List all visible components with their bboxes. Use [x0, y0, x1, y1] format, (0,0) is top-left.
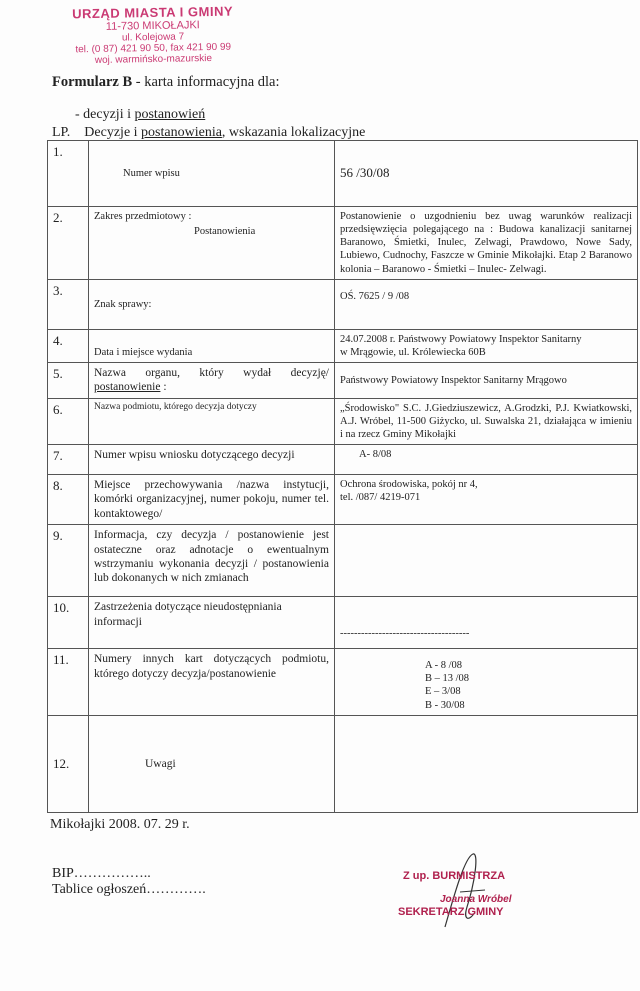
table-row — [48, 398, 638, 444]
row-label-underlined: postanowienie — [94, 381, 161, 394]
list-item: B – 13 /08 — [425, 673, 470, 685]
row-label: Data i miejsce wydania — [89, 329, 335, 362]
row-label: Numer wpisu — [89, 141, 335, 207]
table-row — [48, 445, 638, 475]
form-letter: B — [122, 74, 133, 90]
list-item: E – 3/08 — [425, 686, 461, 698]
row-value-line-1: Ochrona środowiska, pokój nr 4, — [340, 479, 478, 490]
row-label-main: Zakres przedmiotowy : — [94, 211, 192, 222]
row-value — [335, 649, 638, 716]
row-label — [89, 207, 335, 280]
row-value: Państwowy Powiatowy Inspektor Sanitarny Mrągowo — [335, 362, 638, 398]
signature-line-1: Z up. BURMISTRZA — [403, 870, 506, 882]
row-number: 4. — [48, 329, 89, 362]
table-row — [48, 362, 638, 398]
subject-line — [75, 107, 205, 123]
row-value-line-2: tel. /087/ 4219-071 — [340, 492, 421, 504]
row-label: Znak sprawy: — [89, 279, 335, 329]
stamp-line-2: 11-730 MIKOŁAJKI — [105, 19, 200, 33]
info-card-table — [47, 140, 638, 813]
signature-line-2: Joanna Wróbel — [440, 894, 512, 905]
form-rest: - karta informacyjna dla: — [135, 74, 280, 90]
row-label: Numer wpisu wniosku dotyczącego decyzji — [89, 445, 335, 475]
stamp-line-5: woj. warmińsko-mazurskie — [94, 52, 213, 67]
row-number: 11. — [48, 649, 89, 716]
row-value — [335, 475, 638, 525]
row-value: A- 8/08 — [335, 445, 638, 475]
table-row — [48, 329, 638, 362]
row-number: 1. — [48, 141, 89, 207]
section-heading — [52, 125, 365, 141]
notice-board-line: Tablice ogłoszeń…………. — [52, 882, 206, 897]
section-rest: , wskazania lokalizacyjne — [221, 125, 366, 140]
row-label — [89, 362, 335, 398]
signature-scribble-icon — [435, 852, 495, 932]
stamp-line-1: URZĄD MIASTA I GMINY — [72, 3, 234, 22]
stamp-line-3: ul. Kolejowa 7 — [121, 31, 185, 44]
row-number: 12. — [48, 715, 89, 812]
section-underlined: postanowienia — [141, 125, 222, 140]
table-row — [48, 279, 638, 329]
row-value: Postanowienie o uzgodnieniu bez uwag warunków realizacji przedsięwzięcia polegającego na : Budowa kanalizacji sanitarnej Baranowo, Śmietki, Inulec, Zelwagi, Prawdowo, Nowe Sady, Lubiewo, Cudnochy, Faszcze w Gminie Mikołajki. Etap 2 Baranowo kolonia – Baranowo - Śmietki – Inulec- Zelwagi. — [335, 207, 638, 280]
row-value: 56 /30/08 — [335, 141, 638, 207]
row-value-line-1: 24.07.2008 r. Państwowy Powiatowy Inspektor Sanitarny — [340, 333, 582, 345]
row-value: ------------------------------------- — [335, 597, 638, 649]
row-number: 10. — [48, 597, 89, 649]
row-value: OŚ. 7625 / 9 /08 — [335, 279, 638, 329]
table-row — [48, 475, 638, 525]
row-number: 3. — [48, 279, 89, 329]
stamp-line-4: tel. (0 87) 421 90 50, fax 421 90 99 — [75, 41, 232, 56]
list-item: A - 8 /08 — [425, 660, 463, 672]
row-label-sub: Postanowienia — [194, 226, 256, 238]
row-value — [335, 715, 638, 812]
row-number: 9. — [48, 525, 89, 597]
lp-label: LP. — [52, 125, 71, 140]
form-title — [52, 74, 280, 91]
row-label: Uwagi — [89, 715, 335, 812]
row-value — [335, 329, 638, 362]
row-value — [335, 525, 638, 597]
table-row — [48, 141, 638, 207]
table-row — [48, 649, 638, 716]
bip-line: BIP…………….. — [52, 866, 151, 881]
table-row — [48, 525, 638, 597]
table-row — [48, 207, 638, 280]
row-label-tail: : — [160, 381, 167, 394]
row-label: Miejsce przechowywania /nazwa instytucji, komórki organizacyjnej, numer pokoju, numer tel. kontaktowego/ — [89, 475, 335, 525]
row-label: Nazwa podmiotu, którego decyzja dotyczy — [89, 398, 335, 444]
row-label: Numery innych kart dotyczących podmiotu, którego dotyczy decyzja/postanowienie — [89, 649, 335, 716]
row-number: 2. — [48, 207, 89, 280]
row-number: 7. — [48, 445, 89, 475]
subject-prefix: - decyzji i — [75, 107, 135, 122]
document-date: Mikołajki 2008. 07. 29 r. — [50, 817, 190, 832]
subject-underlined: postanowień — [134, 107, 206, 122]
form-label: Formularz — [52, 74, 119, 90]
signature-line-3: SEKRETARZ GMINY — [398, 906, 504, 918]
row-label: Zastrzeżenia dotyczące nieudostępniania informacji — [89, 597, 335, 649]
list-item: B - 30/08 — [425, 699, 465, 711]
row-number: 6. — [48, 398, 89, 444]
table-row — [48, 715, 638, 812]
row-value: „Środowisko" S.C. J.Giedziuszewicz, A.Grodzki, P.J. Kwiatkowski, A.J. Wróbel, 11-500 Giżycko, ul. Suwalska 21, działająca w imieniu i na rzecz Gminy Mikołajki — [335, 398, 638, 444]
table-row — [48, 597, 638, 649]
row-label-main: Nazwa organu, który wydał decyzję/ — [94, 366, 329, 379]
row-value-line-2: w Mrągowie, ul. Królewiecka 60B — [340, 346, 486, 358]
row-number: 5. — [48, 362, 89, 398]
section-prefix: Decyzje i — [84, 125, 142, 140]
office-stamp — [47, 3, 258, 67]
row-label: Informacja, czy decyzja / postanowienie jest ostateczne oraz adnotacje o ewentualnym wstrzymaniu wykonania decyzji / postanowienia lub dokonanych w nich zmianach — [89, 525, 335, 597]
row-number: 8. — [48, 475, 89, 525]
